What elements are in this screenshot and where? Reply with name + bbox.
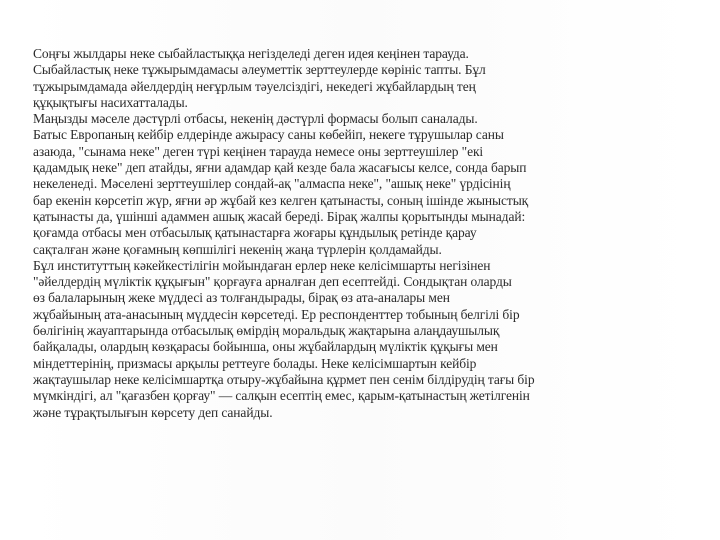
slide-body-text bbox=[33, 46, 683, 421]
text-line: Бұл институттың кәкейкестілігін мойындаған ерлер неке келісімшарты негізінен bbox=[33, 257, 491, 273]
text-line: және тұрақтылығын көрсету деп санайды. bbox=[33, 404, 273, 420]
text-line: Соңғы жылдары неке сыбайластыққа негізделеді деген идея кеңінен тарауда. bbox=[33, 46, 469, 61]
text-line: бөлігінің жауаптарында отбасылық өмірдің моральдық жақтарына алаңдаушылық bbox=[33, 323, 500, 339]
text-line: некеленеді. Мәселені зерттеушілер сондай-ақ "алмаспа неке", "ашық неке" үрдісінің bbox=[33, 176, 511, 192]
text-line: сақталған және қоғамның көпшілігі некенің жаңа түрлерін қолдамайды. bbox=[33, 241, 442, 257]
text-line: міндеттерінің, призмасы арқылы реттеуге болады. Неке келісімшартын кейбір bbox=[33, 355, 477, 371]
text-line: қадамдық неке" деп атайды, яғни адамдар қай кезде бала жасағысы келсе, сонда барып bbox=[33, 160, 527, 176]
text-line: байқалады, олардың көзқарасы бойынша, оны жұбайлардың мүліктік құқығы мен bbox=[33, 339, 498, 355]
text-line: мүмкіндігі, ал "қағазбен қорғау" — салқын есептің емес, қарым-қатынастың жетілгенін bbox=[33, 388, 530, 404]
text-line: қоғамда отбасы мен отбасылық қатынастарға жоғары құндылық ретінде қарау bbox=[33, 225, 477, 241]
text-line: жақтаушылар неке келісімшартқа отыру-жұбайына құрмет пен сенім білдірудің тағы бір bbox=[33, 371, 535, 387]
text-line: Батыс Европаның кейбір елдерінде ажырасу саны көбейіп, некеге тұрушылар саны bbox=[33, 127, 504, 143]
text-line: құқықтығы насихатталады. bbox=[33, 94, 188, 110]
text-line: бар екенін көрсетіп жүр, яғни әр жұбай кез келген қатынасты, соның ішінде жыныстық bbox=[33, 192, 529, 208]
text-line: Сыбайластық неке тұжырымдамасы әлеуметтік зерттеулерде көрініс тапты. Бұл bbox=[33, 62, 486, 78]
text-line: жұбайының ата-анасының мүддесін көрсетеді. Ер респонденттер тобының белгілі бір bbox=[33, 306, 520, 322]
text-line: "әйелдердің мүліктік құқығын" қорғауға арналған деп есептейді. Сондықтан оларды bbox=[33, 274, 512, 290]
text-line: өз балаларының жеке мүддесі аз толғандырады, бірақ өз ата-аналары мен bbox=[33, 290, 450, 306]
text-line: Маңызды мәселе дәстүрлі отбасы, некенің дәстүрлі формасы болып саналады. bbox=[33, 111, 478, 127]
text-line: тұжырымдамада әйелдердің неғұрлым тәуелсіздігі, некедегі жұбайлардың тең bbox=[33, 78, 476, 94]
text-line: қатынасты да, үшінші адаммен ашық жасай береді. Бірақ жалпы қорытынды мынадай: bbox=[33, 208, 526, 224]
text-line: азаюда, "сынама неке" деген түрі кеңінен тарауда немесе оны зерттеушілер "екі bbox=[33, 143, 484, 159]
